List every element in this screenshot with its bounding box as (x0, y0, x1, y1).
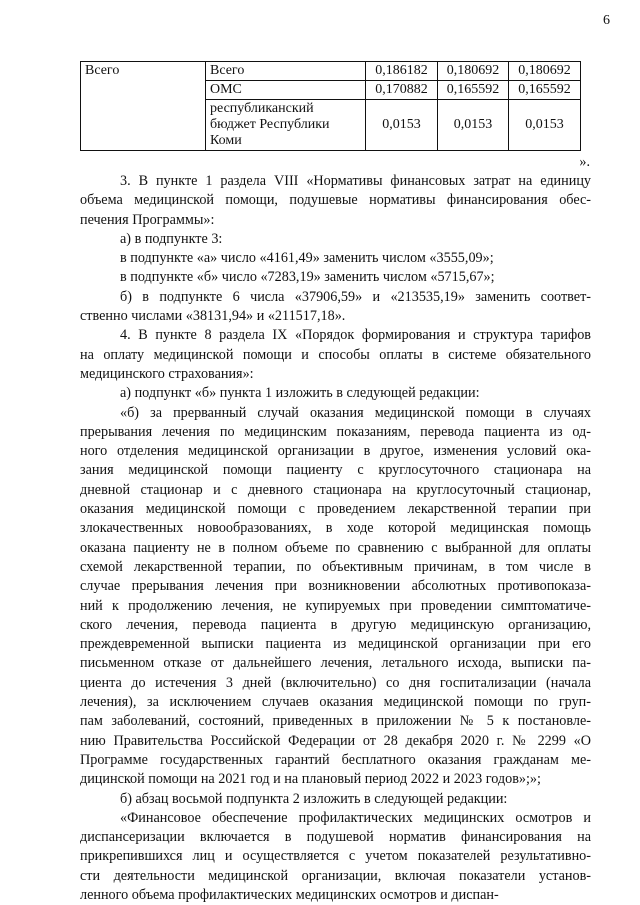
paragraph (80, 384, 591, 403)
text-line: в подпункте «б» число «7283,19» заменить числом «5715,67»; (120, 269, 495, 286)
text-line: «б) за прерванный случай оказания медицинской помощи в случаях (120, 404, 591, 421)
text-line: зания медицинской помощи пациенту с круглосуточного стационара на (80, 462, 591, 479)
text-line: схемой лекарственной терапии, по объективным причинам, в том числе в (80, 558, 591, 575)
page-number: 6 (603, 13, 610, 28)
table-cell-line: бюджет Республики (210, 117, 330, 132)
text-line: медицинского страхования»: (80, 365, 254, 382)
paragraph (80, 268, 591, 287)
text-line: объема медицинской помощи, подушевые нормативы финансирования обес- (80, 192, 591, 209)
text-line: сти деятельности медицинской организации, включая показатели установ- (80, 867, 591, 884)
text-line: 4. В пункте 8 раздела IX «Порядок формирования и структура тарифов (120, 327, 591, 344)
paragraph (80, 809, 591, 905)
text-line: 3. В пункте 1 раздела VIII «Нормативы финансовых затрат на единицу (120, 173, 591, 189)
paragraph (80, 230, 591, 249)
text-line: диспансеризации включается в подушевой норматив финансирования на (80, 829, 591, 846)
table-cell-line: Коми (210, 133, 242, 148)
text-line: лечения), за исключением случаев оказания медицинской помощи по груп- (80, 694, 591, 711)
table-cell: 0,0153 (366, 100, 438, 151)
text-line: дицинской помощи на 2021 год и на плановый период 2022 и 2023 годов»;»; (80, 771, 541, 788)
text-line: оказана пациенту не в полном объеме по сравнению с выбранной для оплаты (80, 539, 591, 556)
text-line: преждевременной выписки пациента из медицинской организации при его (80, 636, 591, 653)
text-line: письменном отказе от дальнейшего лечения, летального исхода, выписки па- (80, 655, 591, 672)
table-cell (206, 100, 366, 151)
table-row (81, 62, 581, 81)
paragraph (80, 404, 591, 790)
table-cell: 0,0153 (438, 100, 509, 151)
text-line: ленного объема профилактических медицинских осмотров и диспан- (80, 886, 499, 903)
text-line: «Финансовое обеспечение профилактических медицинских осмотров и (120, 809, 591, 826)
paragraph (80, 249, 591, 268)
paragraph (80, 288, 591, 327)
table-row-label: Всего (81, 62, 206, 151)
text-line: случае прерывания лечения при возникновении абсолютных противопоказа- (80, 578, 591, 595)
text-line: б) абзац восьмой подпункта 2 изложить в следующей редакции: (120, 790, 508, 807)
text-line: печения Программы»: (80, 211, 215, 228)
text-line: в подпункте «а» число «4161,49» заменить числом «3555,09»; (120, 250, 494, 267)
text-line: пам заболеваний, состояний, приведенных в приложении № 5 к постановле- (80, 713, 591, 730)
text-line: циента до истечения 3 дней (включительно) со дня госпитализации (начала (80, 674, 591, 691)
table-cell-line: республиканский (210, 101, 314, 116)
text-line: а) подпункт «б» пункта 1 изложить в следующей редакции: (120, 385, 480, 402)
text-line: оказания медицинской помощи с проведением лекарственной терапии при (80, 501, 591, 518)
paragraph (80, 790, 591, 809)
text-line: б) в подпункте 6 числа «37906,59» и «213535,19» заменить соответ- (120, 288, 591, 305)
table-cell: ОМС (206, 81, 366, 100)
text-line: ного отделения медицинской организации в другое, изменения условий ока- (80, 443, 591, 460)
table-cell: 0,170882 (366, 81, 438, 100)
table-cell: Всего (206, 62, 366, 81)
text-line: ского лечения, перевода пациента в другую медицинскую организацию, (80, 616, 591, 633)
text-line: а) в подпункте 3: (120, 230, 223, 247)
table-cell: 0,186182 (366, 62, 438, 81)
text-line: ний к продолжению лечения, не купируемых при проведении симптоматиче- (80, 597, 591, 614)
table-cell: 0,165592 (438, 81, 509, 100)
text-line: прерывания лечения по медицинским показаниям, перевода пациента из од- (80, 423, 591, 440)
paragraph (80, 326, 591, 384)
text-line: прикрепившихся лиц и осуществляется с учетом показателей результативно- (80, 848, 591, 865)
table-cell: 0,180692 (509, 62, 581, 81)
table-cell: 0,180692 (438, 62, 509, 81)
text-line: дневной стационар и с дневного стационара на круглосуточный стационар, (80, 481, 591, 498)
document-body (80, 172, 591, 905)
text-line: нию Правительства Российской Федерации от 28 декабря 2020 г. № 2299 «О (80, 732, 591, 749)
paragraph (80, 172, 591, 230)
text-line: ственно числами «38131,94» и «211517,18». (80, 308, 346, 325)
text-line: на оплату медицинской помощи и способы оплаты в системе обязательного (80, 346, 591, 363)
text-line: злокачественных новообразованиях, в ходе которой медицинская помощь (80, 520, 591, 537)
table-cell: 0,165592 (509, 81, 581, 100)
text-line: Программе государственных гарантий бесплатного оказания гражданам ме- (80, 751, 591, 768)
table-cell: 0,0153 (509, 100, 581, 151)
closing-quote: ». (579, 154, 590, 170)
financing-table (80, 61, 581, 151)
